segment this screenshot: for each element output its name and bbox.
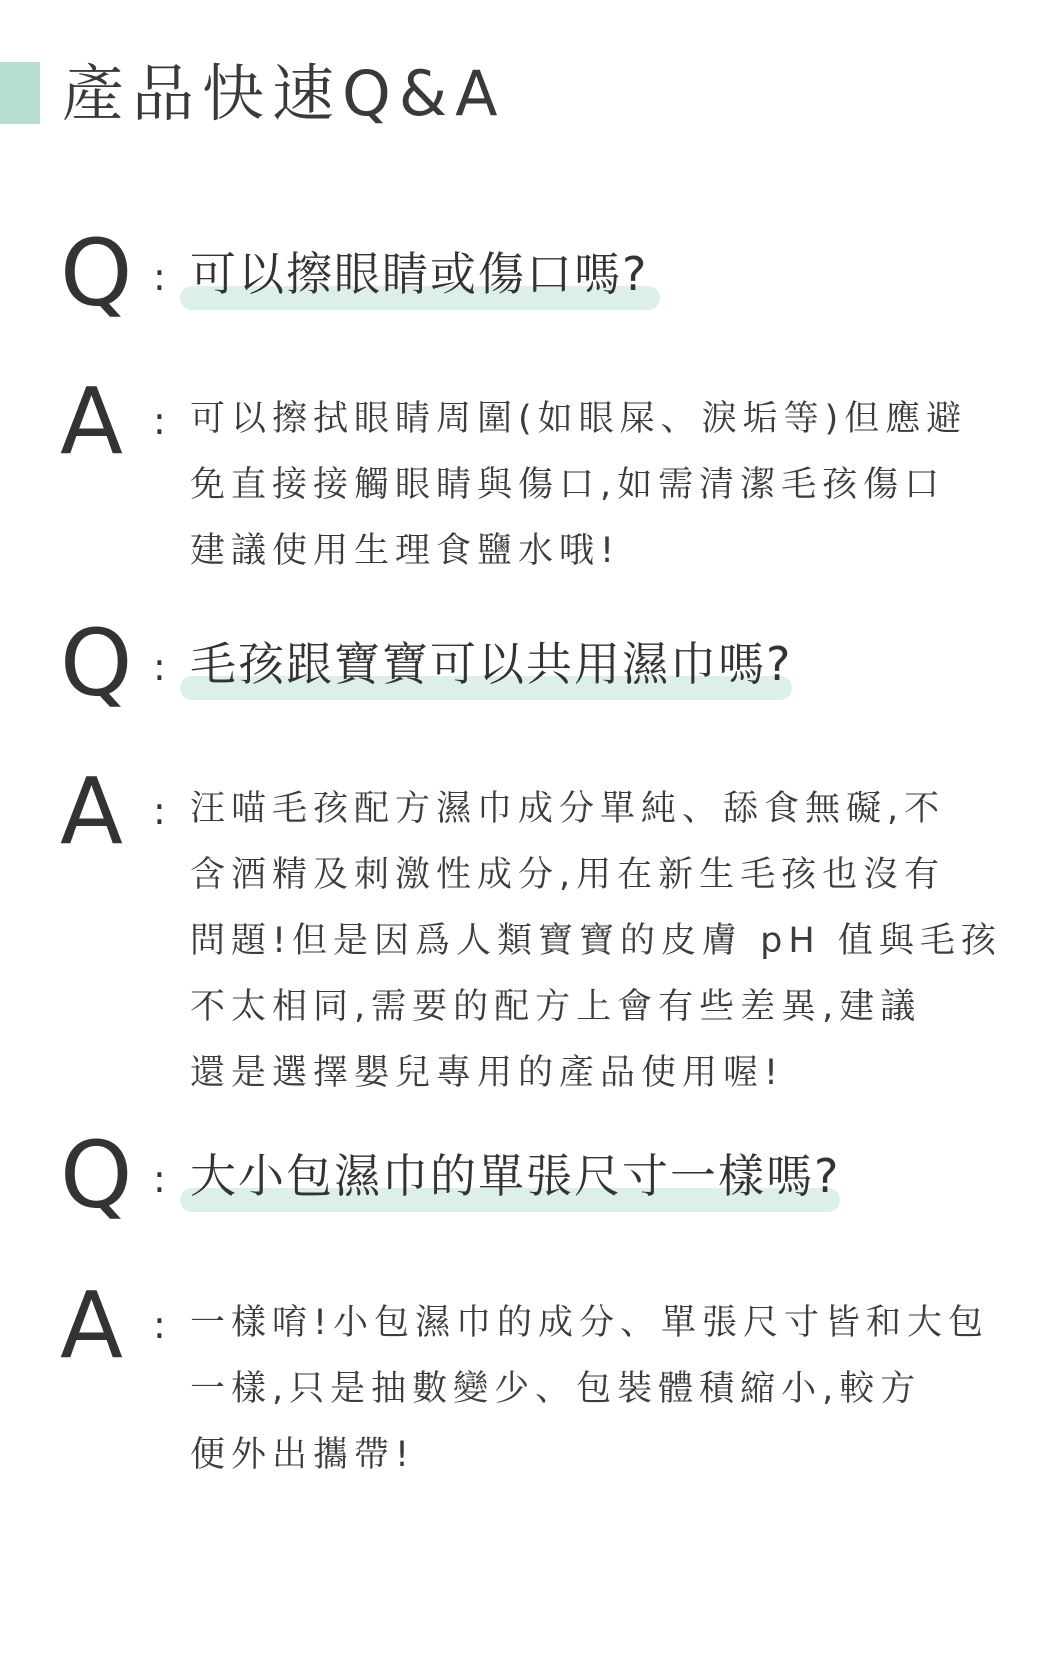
a-colon: :	[153, 1303, 166, 1347]
answer-line: 問題!但是因爲人類寶寶的皮膚 pH 值與毛孩	[190, 921, 1002, 961]
page-title: 產品快速Q&A	[62, 57, 506, 130]
question-text: 可以擦眼睛或傷口嗎?	[190, 247, 649, 301]
a-letter: A	[60, 758, 123, 865]
a-letter: A	[60, 368, 123, 475]
answer-line: 汪喵毛孩配方濕巾成分單純、舔食無礙,不	[190, 789, 946, 829]
q-colon: :	[153, 645, 166, 689]
a-colon: :	[153, 399, 166, 443]
q-colon: :	[153, 255, 166, 299]
answer-line: 還是選擇嬰兒專用的產品使用喔!	[190, 1053, 785, 1093]
q-letter: Q	[60, 610, 133, 717]
answer-text	[190, 776, 1002, 1106]
title-accent-bar	[0, 62, 40, 124]
answer-line: 一樣唷!小包濕巾的成分、單張尺寸皆和大包	[190, 1303, 990, 1343]
answer-line: 一樣,只是抽數變少、包裝體積縮小,較方	[190, 1369, 922, 1409]
q-colon: :	[153, 1157, 166, 1201]
a-letter: A	[60, 1272, 123, 1379]
a-colon: :	[153, 789, 166, 833]
answer-text	[190, 1290, 990, 1488]
answer-line: 免直接接觸眼睛與傷口,如需清潔毛孩傷口	[190, 465, 946, 505]
answer-line: 便外出攜帶!	[190, 1435, 416, 1475]
question-text: 大小包濕巾的單張尺寸一樣嗎?	[190, 1149, 841, 1203]
answer-line: 可以擦拭眼睛周圍(如眼屎、淚垢等)但應避	[190, 399, 968, 439]
answer-text	[190, 386, 990, 584]
answer-line: 建議使用生理食鹽水哦!	[190, 531, 621, 571]
q-letter: Q	[60, 1122, 133, 1229]
answer-line: 含酒精及刺激性成分,用在新生毛孩也沒有	[190, 855, 946, 895]
answer-line: 不太相同,需要的配方上會有些差異,建議	[190, 987, 922, 1027]
question-text: 毛孩跟寶寶可以共用濕巾嗎?	[190, 637, 793, 691]
q-letter: Q	[60, 220, 133, 327]
